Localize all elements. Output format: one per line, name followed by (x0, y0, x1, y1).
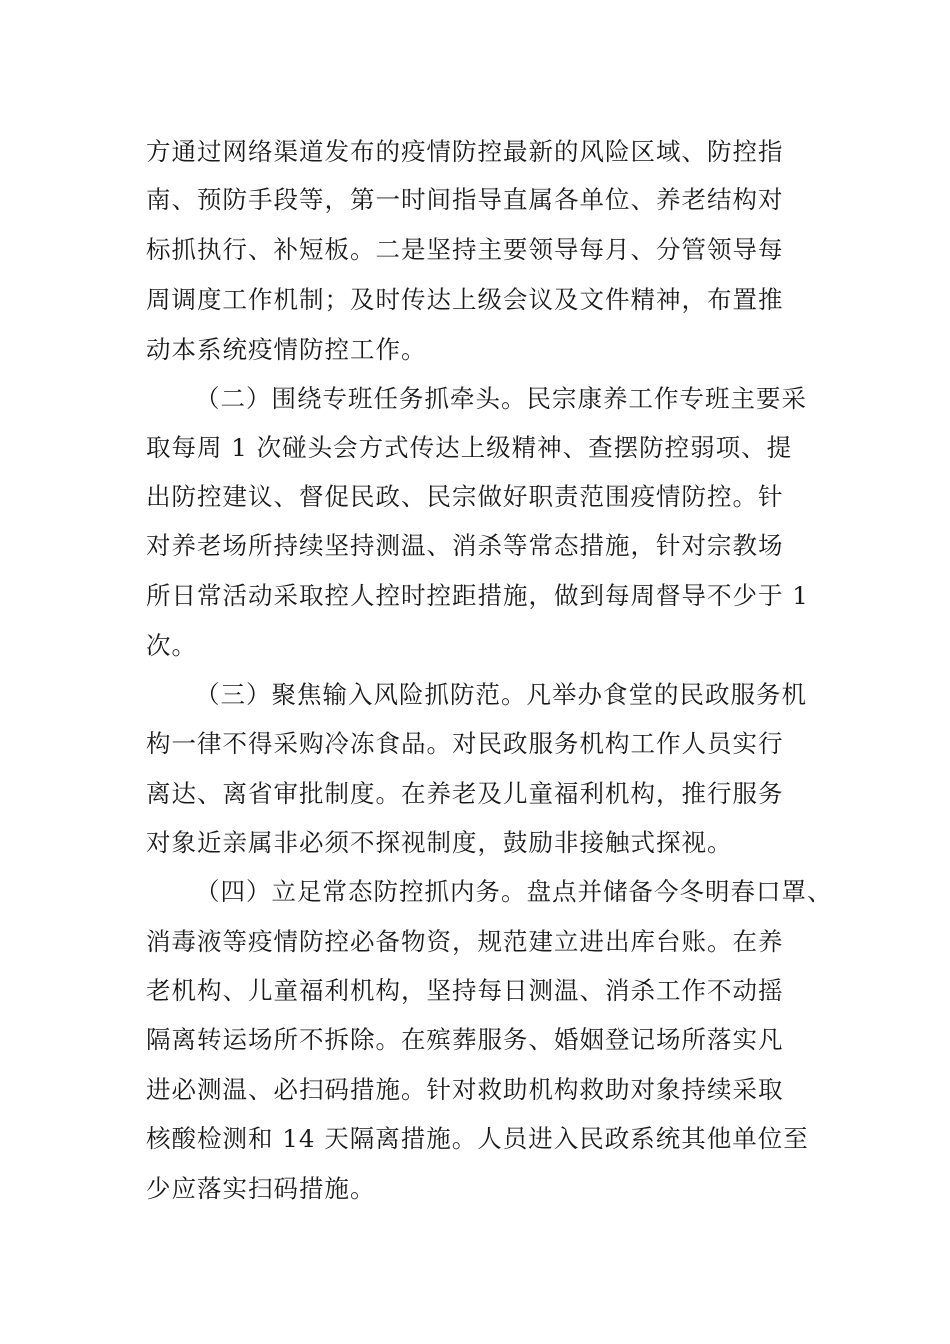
text-line: 少应落实扫码措施。 (146, 1174, 376, 1203)
text-line: 方通过网络渠道发布的疫情防控最新的风险区域、防控指 (146, 137, 784, 166)
text-line: 构一律不得采购冷冻食品。对民政服务机构工作人员实行 (146, 729, 784, 758)
text-line: 核酸检测和 14 天隔离措施。人员进入民政系统其他单位至 (146, 1124, 809, 1153)
text-line: 出防控建议、督促民政、民宗做好职责范围疫情防控。针 (146, 482, 784, 511)
text-line: 离达、离省审批制度。在养老及儿童福利机构，推行服务 (146, 779, 784, 808)
text-line: 次。 (146, 631, 197, 660)
text-line: 消毒液等疫情防控必备物资，规范建立进出库台账。在养 (146, 927, 784, 956)
paragraph-heading-3: （三）聚焦输入风险抓防范。凡举办食堂的民政服务机 (195, 680, 807, 709)
text-line: 进必测温、必扫码措施。针对救助机构救助对象持续采取 (146, 1075, 784, 1104)
paragraph-heading-4: （四）立足常态防控抓内务。盘点并储备今冬明春口罩、 (195, 877, 833, 906)
text-line: 动本系统疫情防控工作。 (146, 335, 427, 364)
text-line: 周调度工作机制；及时传达上级会议及文件精神，布置推 (146, 285, 784, 314)
text-line: 对养老场所持续坚持测温、消杀等常态措施，针对宗教场 (146, 531, 784, 560)
text-line: 对象近亲属非必须不探视制度，鼓励非接触式探视。 (146, 828, 733, 857)
text-line: 所日常活动采取控人控时控距措施，做到每周督导不少于 1 (146, 581, 809, 610)
paragraph-heading-2: （二）围绕专班任务抓牵头。民宗康养工作专班主要采 (195, 384, 807, 413)
text-line: 隔离转运场所不拆除。在殡葬服务、婚姻登记场所落实凡 (146, 1025, 784, 1054)
text-line: 南、预防手段等，第一时间指导直属各单位、养老结构对 (146, 185, 784, 214)
text-line: 标抓执行、补短板。二是坚持主要领导每月、分管领导每 (146, 235, 784, 264)
text-line: 取每周 1 次碰头会方式传达上级精神、查摆防控弱项、提 (146, 433, 793, 462)
text-line: 老机构、儿童福利机构，坚持每日测温、消杀工作不动摇 (146, 976, 784, 1005)
